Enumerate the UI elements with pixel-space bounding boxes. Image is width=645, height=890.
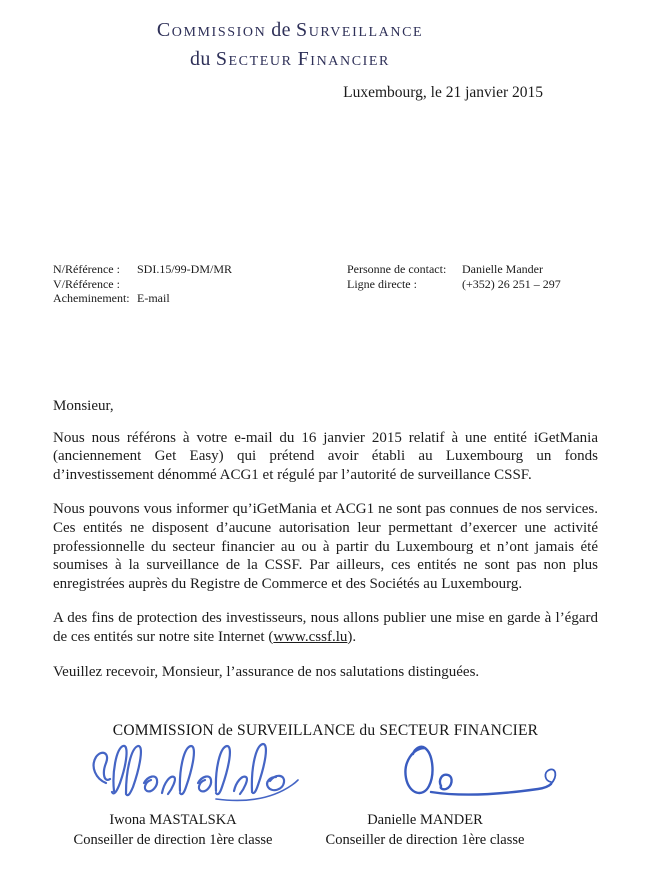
closing-line: Veuillez recevoir, Monsieur, l’assurance de nos salutations distinguées.: [53, 663, 480, 680]
letterhead-org-line1: [85, 16, 495, 45]
org-word-du: du: [190, 48, 211, 70]
cssf-website-link[interactable]: www.cssf.lu: [273, 628, 348, 645]
ref-row-acheminement: [53, 291, 232, 306]
direct-line-value: (+352) 26 251 – 297: [462, 276, 561, 291]
v-reference-label: V/Référence :: [53, 276, 120, 291]
org-word-commission: Commission: [156, 19, 267, 41]
contact-label: Personne de contact:: [347, 262, 447, 276]
ref-row-n-reference: [53, 262, 232, 277]
signer-name-mastalska: Iwona MASTALSKA: [109, 812, 237, 828]
paragraph-3-text-after: ).: [347, 628, 357, 645]
letterhead: [85, 16, 495, 74]
org-word-surveillance: Surveillance: [295, 19, 424, 41]
signer-title-mastalska: Conseiller de direction 1ère classe: [73, 831, 273, 848]
org-word-de: de: [271, 19, 291, 41]
date-line: Luxembourg, le 21 janvier 2015: [343, 84, 543, 101]
org-word-secteur: Secteur: [215, 48, 293, 70]
signature-mastalska-ink: [86, 739, 301, 809]
signature-org-heading: COMMISSION de SURVEILLANCE du SECTEUR FINANCIER: [112, 722, 539, 739]
letterhead-org-line2: [85, 45, 495, 74]
salutation: Monsieur,: [53, 398, 114, 414]
direct-line-label: Ligne directe :: [347, 276, 417, 291]
ref-row-contact: [347, 262, 561, 277]
paragraph-3-text-before: A des fins de protection des investisseurs, nous allons publier une mise en garde à l’égard de ces entités sur notre site Internet (: [53, 610, 598, 645]
signer-name-mander: Danielle MANDER: [367, 812, 483, 828]
acheminement-value: E-mail: [137, 291, 170, 306]
signer-block-mander: [305, 811, 545, 850]
acheminement-label: Acheminement:: [53, 291, 130, 306]
letter-body: [53, 397, 598, 681]
n-reference-label: N/Référence :: [53, 262, 120, 276]
signature-mander-ink: [393, 742, 568, 807]
org-word-financier: Financier: [297, 48, 390, 70]
signer-title-mander: Conseiller de direction 1ère classe: [325, 831, 525, 848]
contact-value: Danielle Mander: [462, 262, 543, 276]
reference-column-right: [347, 262, 561, 291]
paragraph-3: [53, 609, 598, 646]
paragraph-1: Nous nous référons à votre e-mail du 16 janvier 2015 relatif à une entité iGetMania (anciennement Get Easy) qui prétend avoir établi au Luxembourg un fonds d’investissement dénommé ACG1 et régulé par l’autorité de surveillance CSSF.: [53, 429, 598, 483]
reference-column-left: [53, 262, 232, 306]
signer-block-mastalska: [53, 811, 293, 850]
ref-row-direct-line: [347, 277, 561, 292]
paragraph-2: Nous pouvons vous informer qu’iGetMania et ACG1 ne sont pas connues de nos services. Ces entités ne disposent d’aucune autorisation leur permettant d’exercer une activité professionnelle du secteur financier au ou à partir du Luxembourg et n’ont jamais été soumises à la surveillance de la CSSF. Par ailleurs, ces entités ne sont pas non plus enregistrées auprès du Registre de Commerce et des Sociétés au Luxembourg.: [53, 501, 598, 592]
ref-row-v-reference: [53, 277, 232, 292]
n-reference-value: SDI.15/99-DM/MR: [137, 262, 233, 276]
